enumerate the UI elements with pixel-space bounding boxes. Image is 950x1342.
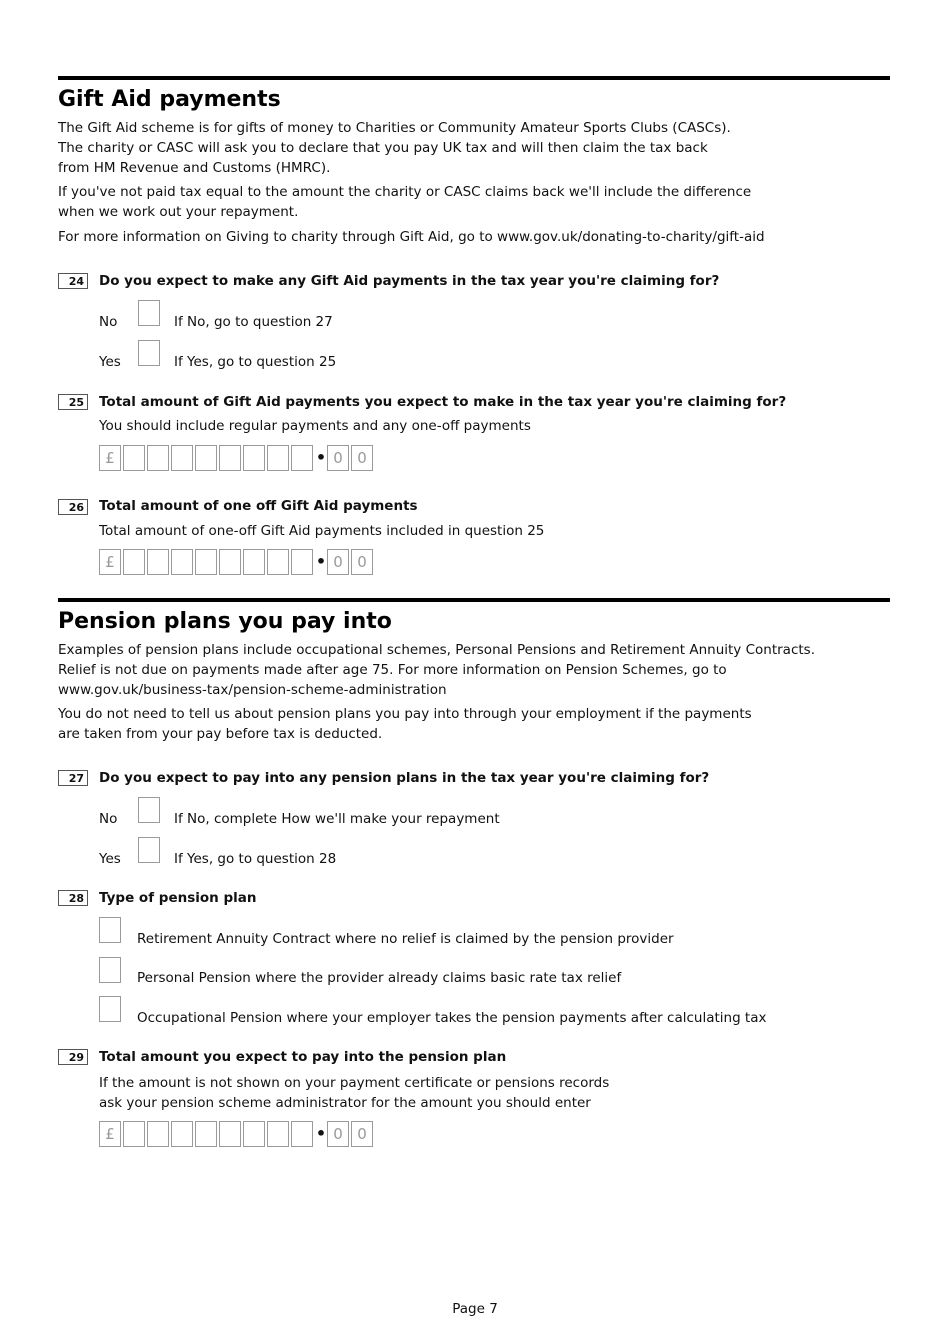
digit-cell[interactable] xyxy=(219,549,241,575)
amount-input-q26[interactable] xyxy=(99,549,375,575)
question-number: 28 xyxy=(58,890,88,906)
question-text: Type of pension plan xyxy=(99,890,257,906)
digit-cell[interactable] xyxy=(147,445,169,471)
currency-cell: £ xyxy=(99,1121,121,1147)
digit-cell[interactable] xyxy=(291,549,313,575)
digit-cell[interactable] xyxy=(147,549,169,575)
option-occupational-pension: Occupational Pension where your employer takes the pension payments after calculating tax xyxy=(137,1010,767,1026)
question-text: Total amount you expect to pay into the pension plan xyxy=(99,1049,507,1065)
digit-cell[interactable] xyxy=(267,445,289,471)
gift-aid-difference: If you've not paid tax equal to the amount the charity or CASC claims back we'll include the difference when we work out your repayment. xyxy=(58,184,752,220)
amount-input-q29[interactable] xyxy=(99,1121,375,1147)
pence-cell: 0 xyxy=(351,445,373,471)
question-text: Total amount of one off Gift Aid payments xyxy=(99,498,418,514)
digit-cell[interactable] xyxy=(291,1121,313,1147)
amount-input-q25[interactable] xyxy=(99,445,375,471)
section-title-pension: Pension plans you pay into xyxy=(58,609,392,634)
checkbox-q24-yes[interactable] xyxy=(138,340,160,366)
digit-cell[interactable] xyxy=(195,445,217,471)
digit-cell[interactable] xyxy=(171,445,193,471)
pension-employment-note: You do not need to tell us about pension plans you pay into through your employment if the payments are taken from your pay before tax is deducted. xyxy=(58,706,752,742)
digit-cell[interactable] xyxy=(171,1121,193,1147)
question-hint: Total amount of one-off Gift Aid payments included in question 25 xyxy=(99,523,545,539)
checkbox-q27-yes[interactable] xyxy=(138,837,160,863)
page-number: Page 7 xyxy=(452,1301,498,1317)
pence-cell: 0 xyxy=(351,1121,373,1147)
question-number: 26 xyxy=(58,499,88,515)
checkbox-personal-pension[interactable] xyxy=(99,957,121,983)
option-personal-pension: Personal Pension where the provider already claims basic rate tax relief xyxy=(137,970,622,986)
checkbox-q27-no[interactable] xyxy=(138,797,160,823)
question-number: 25 xyxy=(58,394,88,410)
question-text: Do you expect to pay into any pension plans in the tax year you're claiming for? xyxy=(99,770,710,786)
option-label-no: No xyxy=(99,811,118,827)
option-instruction: If No, go to question 27 xyxy=(174,314,333,330)
pence-cell: 0 xyxy=(327,549,349,575)
question-number: 27 xyxy=(58,770,88,786)
option-instruction: If Yes, go to question 28 xyxy=(174,851,337,867)
question-number: 29 xyxy=(58,1049,88,1065)
decimal-separator: • xyxy=(315,1124,327,1143)
decimal-separator: • xyxy=(315,552,327,571)
digit-cell[interactable] xyxy=(219,1121,241,1147)
digit-cell[interactable] xyxy=(123,549,145,575)
digit-cell[interactable] xyxy=(291,445,313,471)
checkbox-occupational-pension[interactable] xyxy=(99,996,121,1022)
digit-cell[interactable] xyxy=(195,1121,217,1147)
checkbox-retirement-annuity[interactable] xyxy=(99,917,121,943)
option-label-yes: Yes xyxy=(99,851,121,867)
digit-cell[interactable] xyxy=(195,549,217,575)
section-rule xyxy=(58,76,890,80)
question-hint: If the amount is not shown on your payment certificate or pensions records ask your pension scheme administrator for the amount you should enter xyxy=(99,1075,610,1111)
gift-aid-intro: The Gift Aid scheme is for gifts of money to Charities or Community Amateur Sports Clubs (CASCs). The charity or CASC will ask you to declare that you pay UK tax and will then claim the tax back from HM Revenue and Customs (HMRC). xyxy=(58,120,731,176)
pence-cell: 0 xyxy=(327,1121,349,1147)
digit-cell[interactable] xyxy=(267,1121,289,1147)
currency-cell: £ xyxy=(99,445,121,471)
section-rule xyxy=(58,598,890,602)
option-instruction: If Yes, go to question 25 xyxy=(174,354,337,370)
pence-cell: 0 xyxy=(351,549,373,575)
question-number: 24 xyxy=(58,273,88,289)
option-label-no: No xyxy=(99,314,118,330)
digit-cell[interactable] xyxy=(243,445,265,471)
pence-cell: 0 xyxy=(327,445,349,471)
currency-cell: £ xyxy=(99,549,121,575)
option-label-yes: Yes xyxy=(99,354,121,370)
digit-cell[interactable] xyxy=(123,1121,145,1147)
digit-cell[interactable] xyxy=(123,445,145,471)
question-text: Do you expect to make any Gift Aid payments in the tax year you're claiming for? xyxy=(99,273,720,289)
digit-cell[interactable] xyxy=(243,1121,265,1147)
option-retirement-annuity: Retirement Annuity Contract where no relief is claimed by the pension provider xyxy=(137,931,674,947)
question-hint: You should include regular payments and any one-off payments xyxy=(99,418,531,434)
digit-cell[interactable] xyxy=(147,1121,169,1147)
digit-cell[interactable] xyxy=(171,549,193,575)
digit-cell[interactable] xyxy=(219,445,241,471)
checkbox-q24-no[interactable] xyxy=(138,300,160,326)
gift-aid-more-info: For more information on Giving to charity through Gift Aid, go to www.gov.uk/donating-to-charity/gift-aid xyxy=(58,229,765,245)
option-instruction: If No, complete How we'll make your repayment xyxy=(174,811,500,827)
digit-cell[interactable] xyxy=(243,549,265,575)
decimal-separator: • xyxy=(315,448,327,467)
question-text: Total amount of Gift Aid payments you expect to make in the tax year you're claiming for? xyxy=(99,394,787,410)
pension-intro: Examples of pension plans include occupational schemes, Personal Pensions and Retirement Annuity Contracts. Relief is not due on payments made after age 75. For more information on Pension Schemes, go to www.gov.uk/business-tax/pension-scheme-administration xyxy=(58,642,815,698)
section-title-gift-aid: Gift Aid payments xyxy=(58,87,281,112)
digit-cell[interactable] xyxy=(267,549,289,575)
